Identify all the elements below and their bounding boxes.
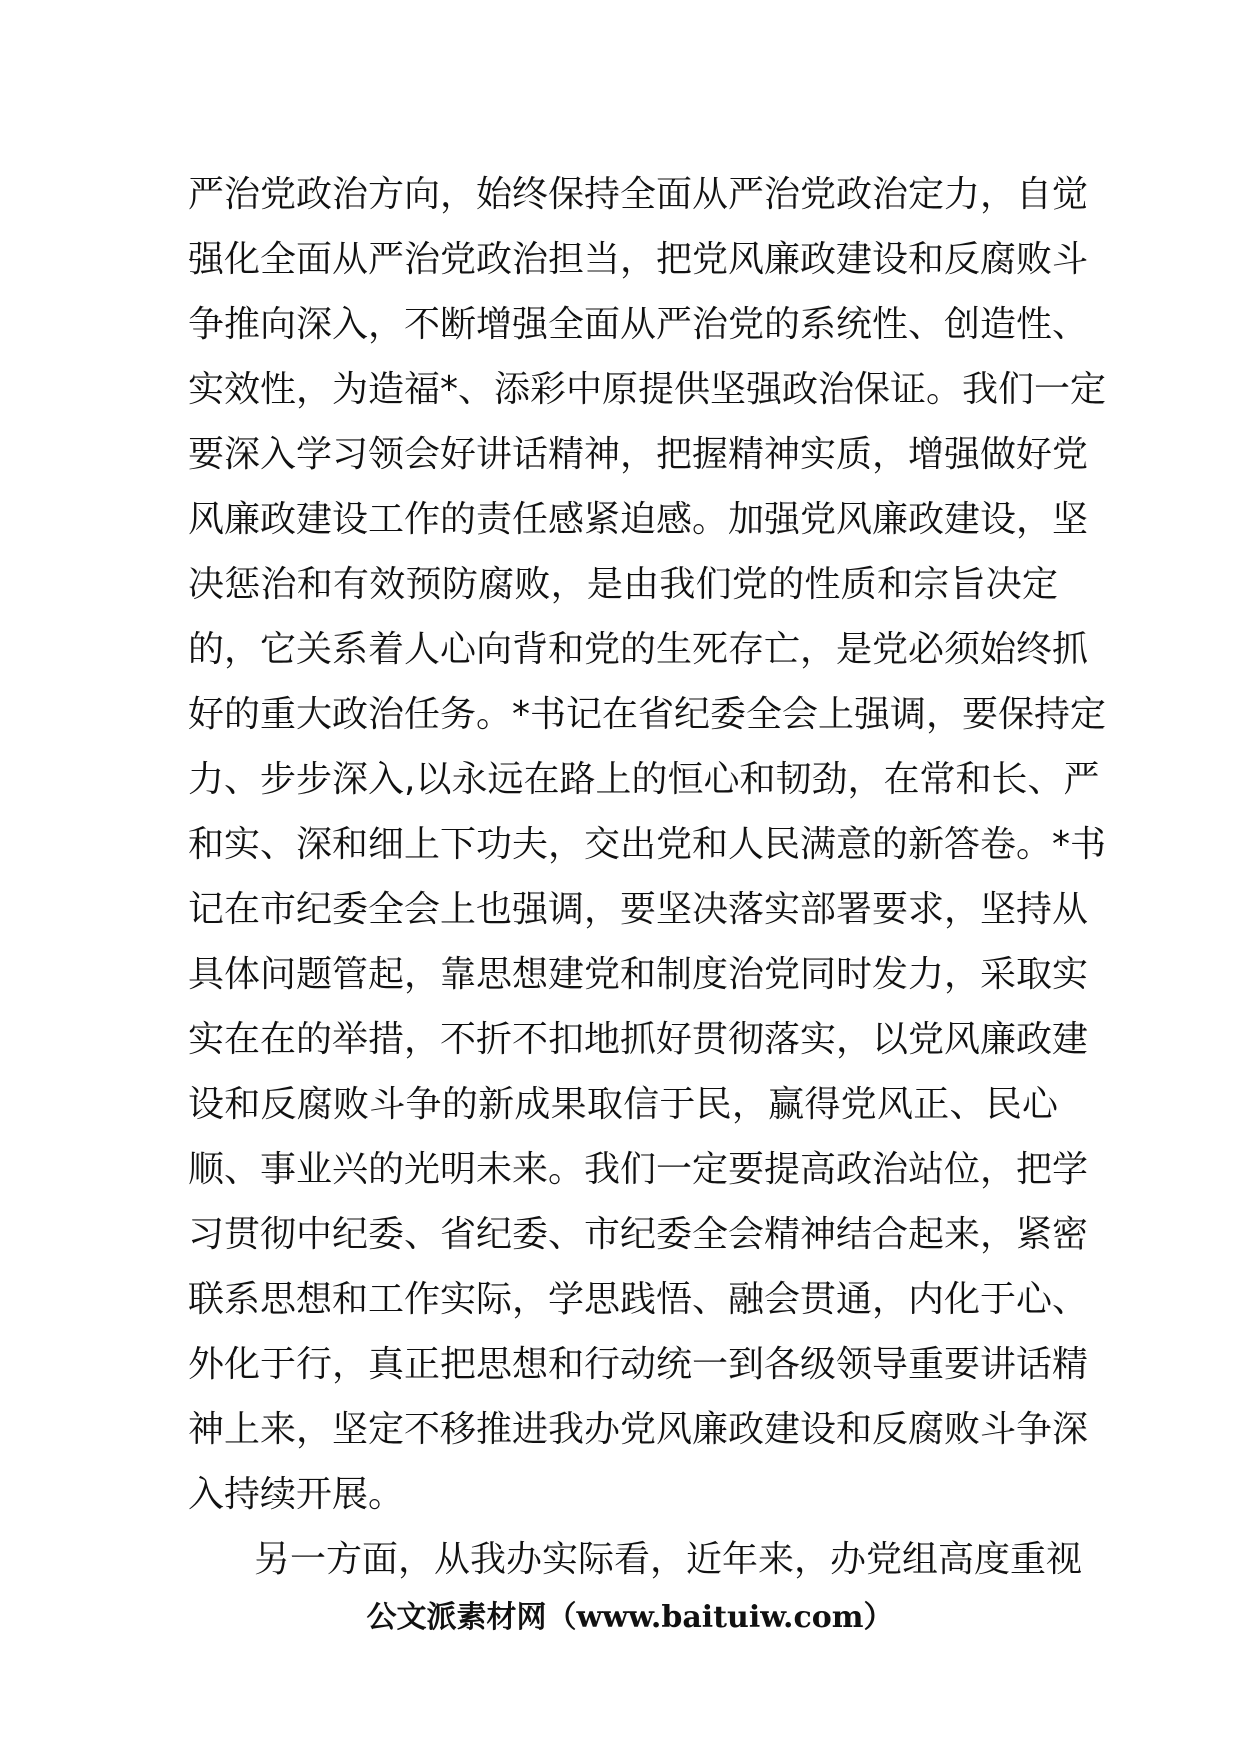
paragraph-first-line: 另一方面，从我办实际看，近年来，办党组高度重视 [254,1539,1083,1580]
text-line: 设和反腐败斗争的新成果取信于民，赢得党风正、民心 [188,1084,1058,1125]
text-line: 决惩治和有效预防腐败，是由我们党的性质和宗旨决定 [188,564,1058,605]
text-line: 的，它关系着人心向背和党的生死存亡，是党必须始终抓 [188,629,1089,670]
text-line: 入持续开展。 [188,1474,405,1515]
text-line: 顺、事业兴的光明未来。我们一定要提高政治站位，把学 [188,1149,1089,1190]
text-line: 和实、深和细上下功夫，交出党和人民满意的新答卷。*书 [188,824,1107,865]
text-line: 强化全面从严治党政治担当，把党风廉政建设和反腐败斗 [188,239,1089,280]
text-line: 风廉政建设工作的责任感紧迫感。加强党风廉政建设，坚 [188,499,1089,540]
text-line: 严治党政治方向，始终保持全面从严治党政治定力，自觉 [188,174,1089,215]
text-line: 要深入学习领会好讲话精神，把握精神实质，增强做好党 [188,434,1089,475]
text-line: 神上来，坚定不移推进我办党风廉政建设和反腐败斗争深 [188,1409,1089,1450]
text-line: 力、步步深入,以永远在路上的恒心和韧劲，在常和长、严 [188,759,1100,800]
text-line: 实效性，为造福*、添彩中原提供坚强政治保证。我们一定 [188,369,1107,410]
text-line: 好的重大政治任务。*书记在省纪委全会上强调，要保持定 [188,694,1107,735]
footer-watermark: 公文派素材网（www.baituiw.com） [366,1600,894,1635]
body-text [188,162,1107,1592]
text-line: 联系思想和工作实际，学思践悟、融会贯通，内化于心、 [188,1279,1089,1320]
text-line: 记在市纪委全会上也强调，要坚决落实部署要求，坚持从 [188,889,1089,930]
text-line: 具体问题管起，靠思想建党和制度治党同时发力，采取实 [188,954,1089,995]
text-line: 习贯彻中纪委、省纪委、市纪委全会精神结合起来，紧密 [188,1214,1089,1255]
text-line: 外化于行，真正把思想和行动统一到各级领导重要讲话精 [188,1344,1089,1385]
text-line: 实在在的举措，不折不扣地抓好贯彻落实，以党风廉政建 [188,1019,1089,1060]
text-line: 争推向深入，不断增强全面从严治党的系统性、创造性、 [188,304,1089,345]
